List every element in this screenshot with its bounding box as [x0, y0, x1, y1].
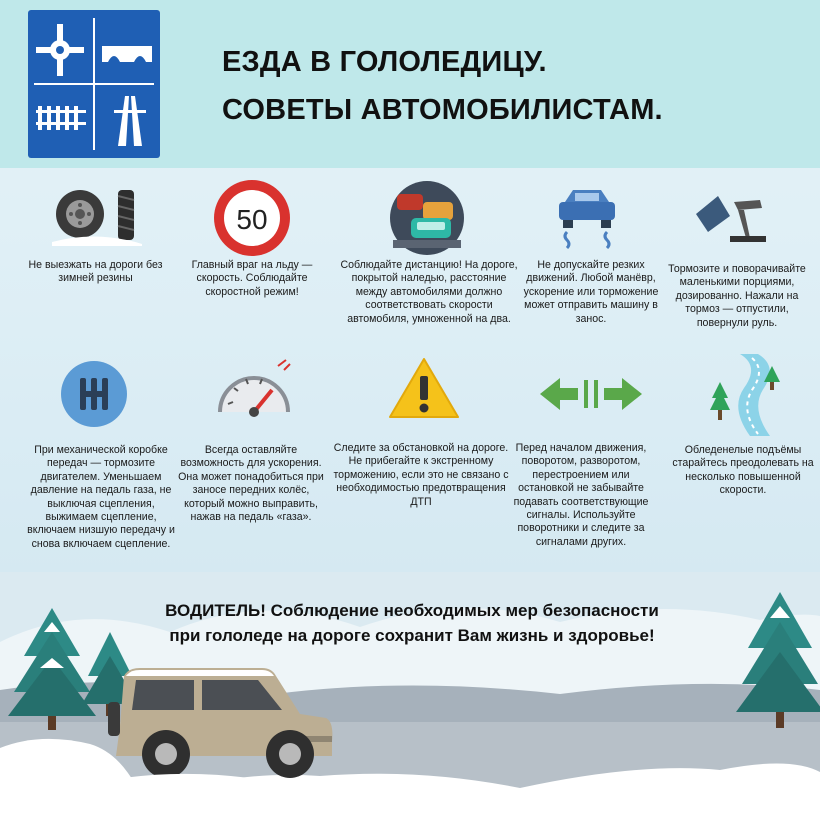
tip-distance: Соблюдайте дистанцию! На дороге, покрытой наледью, расстояние между автомобилями должно соответствовать скорости автомобиля, умноженной на два. [340, 259, 518, 325]
highway-icon [114, 96, 146, 146]
tip-situation: Следите за обстановкой на дороге. Не прибегайте к экстренному торможению, если это не связано с необходимостью предотвращения ДТП [333, 442, 509, 508]
road-junction-icon [36, 24, 84, 76]
tip-braking: Тормозите и поворачивайте маленькими порциями, дозированно. Нажали на тормоз — отпустили, повернули руль. [668, 263, 806, 329]
warning-sign-icon [388, 356, 460, 420]
tip-speed: Главный враг на льду — скорость. Соблюдайте скоростной режим! [191, 259, 313, 298]
speedometer-icon [214, 356, 294, 418]
icy-road-uphill-icon [700, 352, 792, 438]
speed-limit-value: 50 [236, 204, 268, 235]
railway-icon [36, 106, 86, 130]
road-logo [28, 10, 160, 158]
gear-shift-icon [60, 360, 128, 428]
winter-tire-icon [52, 186, 142, 246]
brake-pedal-icon [690, 190, 780, 246]
slogan-line2: при гололеде на дороге сохранит Вам жизнь и здоровье! [169, 626, 655, 645]
slogan-line1: ВОДИТЕЛЬ! Соблюдение необходимых мер безопасности [165, 601, 659, 620]
traffic-cars-icon [389, 180, 465, 256]
tip-sudden-moves: Не допускайте резких движений. Любой манёвр, ускорение или торможение может отправить машину в занос. [523, 259, 659, 325]
turn-signal-arrows-icon [538, 374, 644, 414]
tip-winter-tires: Не выезжать на дороги без зимней резины [28, 259, 163, 285]
tip-engine-braking: При механической коробке передач — тормозите двигателем. Уменьшаем давление на педаль газа, не выключая сцепления, выжимаем сцепление, включаем низшую передачу и снова включаем сцепление. [27, 444, 175, 550]
skidding-car-icon [553, 184, 621, 250]
header-band [0, 0, 820, 168]
tip-signals: Перед началом движения, поворотом, разворотом, перестроением или остановкой не забывайте подавать соответствующие сигналы. Используйте поворотники и следите за сигналами других. [513, 442, 649, 548]
page-title-line1: ЕЗДА В ГОЛОЛЕДИЦУ. [222, 46, 547, 78]
tip-icy-uphill: Обледенелые подъёмы старайтесь преодолевать на несколько повышенной скорости. [672, 444, 814, 497]
tip-acceleration: Всегда оставляйте возможность для ускорения. Она может понадобиться при заносе передних колёс, который можно выправить, нажав на педаль «газа». [178, 444, 324, 524]
driver-safety-slogan [112, 598, 712, 648]
page-title-line2: СОВЕТЫ АВТОМОБИЛИСТАМ. [222, 94, 663, 126]
speed-limit-sign-icon [212, 178, 292, 258]
bridge-icon [102, 46, 152, 62]
